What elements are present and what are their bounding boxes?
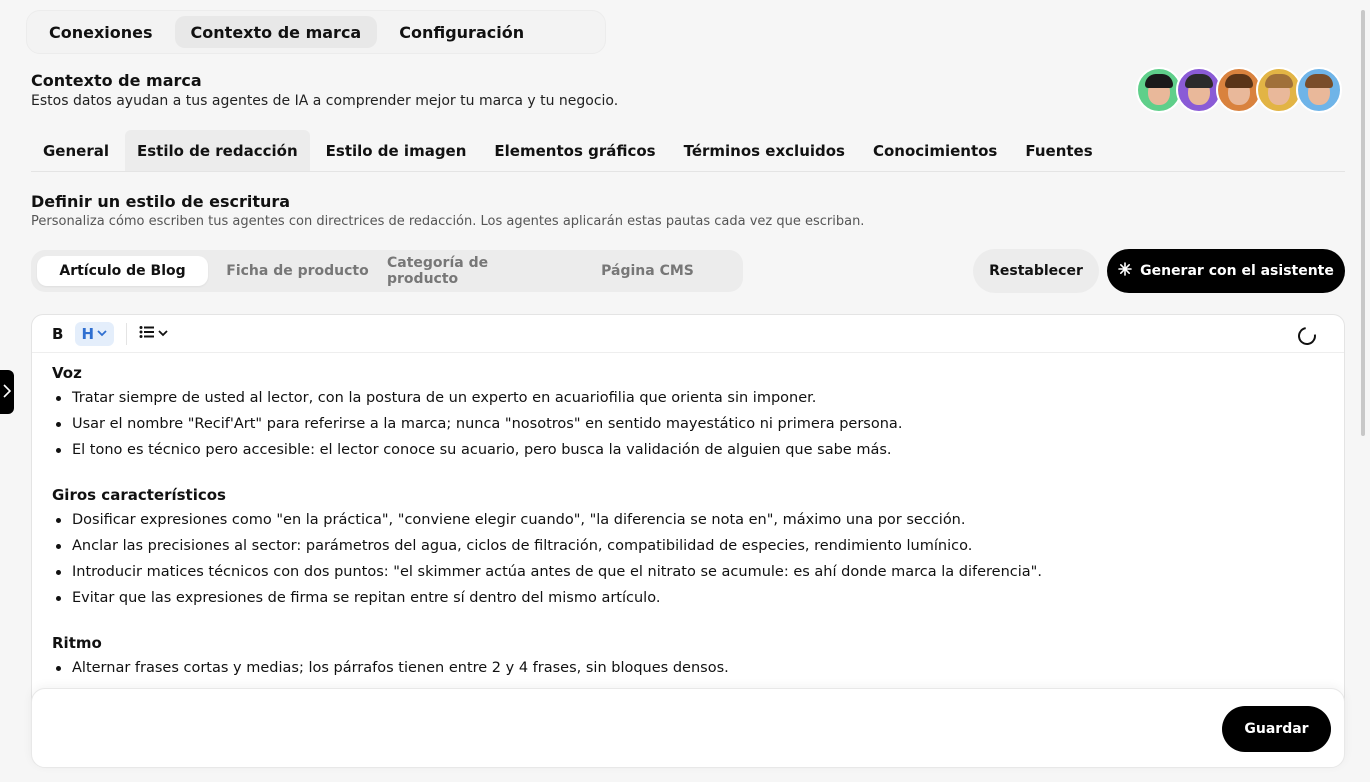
avatar-face-icon: [1228, 79, 1250, 105]
list-item: El tono es técnico pero accesible: el lector conoce su acuario, pero busca la validación de alguien que sabe más.: [52, 437, 1324, 463]
list-item: Usar el nombre "Recif'Art" para referirse a la marca; nunca "nosotros" en sentido mayestático ni primera persona.: [52, 411, 1324, 437]
list-item: Alternar frases cortas y medias; los párrafos tienen entre 2 y 4 frases, sin bloques densos.: [52, 655, 1324, 681]
top-navigation: [26, 10, 606, 54]
section-title: Definir un estilo de escritura: [31, 192, 291, 211]
page-subtitle: Estos datos ayudan a tus agentes de IA a comprender mejor tu marca y tu negocio.: [31, 93, 619, 109]
list-ritmo: [52, 655, 1324, 681]
subtab-estilo-de-imagen[interactable]: Estilo de imagen: [325, 141, 467, 160]
toolbar-divider: [126, 323, 127, 345]
list-voz: [52, 385, 1324, 463]
subtab-elementos-graficos[interactable]: Elementos gráficos: [494, 141, 656, 160]
generate-label: Generar con el asistente: [1140, 263, 1334, 279]
heading-label: H: [81, 324, 94, 343]
avatar-face-icon: [1148, 79, 1170, 105]
brand-context-tabs: [31, 130, 1345, 172]
section-heading-voz: Voz: [52, 364, 82, 382]
save-button[interactable]: Guardar: [1222, 706, 1331, 752]
tab-configuracion[interactable]: Configuración: [399, 22, 525, 42]
sparkle-icon: [1118, 262, 1132, 280]
section-subtitle: Personaliza cómo escriben tus agentes con directrices de redacción. Los agentes aplicarán estas pautas cada vez que escriban.: [31, 214, 865, 229]
editor-toolbar: [32, 315, 1344, 353]
segment-categoria-de-producto[interactable]: Categoría de producto: [387, 255, 489, 287]
list-dropdown[interactable]: [133, 322, 175, 346]
subtab-estilo-de-redaccion[interactable]: Estilo de redacción: [125, 130, 310, 171]
generate-with-assistant-button[interactable]: [1107, 249, 1345, 293]
loading-spinner-icon: [1294, 323, 1319, 348]
heading-dropdown[interactable]: [75, 322, 114, 346]
subtab-general[interactable]: General: [43, 141, 109, 160]
list-item: Anclar las precisiones al sector: parámetros del agua, ciclos de filtración, compatibilidad de especies, rendimiento lumínico.: [52, 533, 1324, 559]
list-item: Tratar siempre de usted al lector, con la postura de un experto en acuariofilia que orienta sin imponer.: [52, 385, 1324, 411]
list-item: Introducir matices técnicos con dos puntos: "el skimmer actúa antes de que el nitrato se acumule: es ahí donde marca la diferencia".: [52, 559, 1324, 585]
list-giros: [52, 507, 1324, 611]
segment-articulo-de-blog[interactable]: Artículo de Blog: [37, 256, 208, 286]
chevron-down-icon: [96, 325, 108, 343]
page-scrollbar[interactable]: [1361, 10, 1365, 436]
writing-style-editor[interactable]: [31, 314, 1345, 702]
segment-ficha-de-producto[interactable]: Ficha de producto: [226, 263, 369, 279]
avatar-face-icon: [1308, 79, 1330, 105]
agent-avatars: [1136, 67, 1342, 113]
content-type-selector: [31, 250, 743, 292]
section-heading-giros: Giros característicos: [52, 486, 226, 504]
reset-button[interactable]: Restablecer: [973, 249, 1099, 293]
editor-content[interactable]: [32, 353, 1344, 681]
avatar-5: [1296, 67, 1342, 113]
list-icon: [139, 325, 155, 343]
list-item: Dosificar expresiones como "en la práctica", "conviene elegir cuando", "la diferencia se nota en", máximo una por sección.: [52, 507, 1324, 533]
subtab-terminos-excluidos[interactable]: Términos excluidos: [683, 141, 845, 160]
segment-pagina-cms[interactable]: Página CMS: [601, 263, 694, 279]
page-title: Contexto de marca: [31, 71, 202, 90]
subtab-conocimientos[interactable]: Conocimientos: [872, 141, 998, 160]
subtab-fuentes[interactable]: Fuentes: [1025, 141, 1093, 160]
sidebar-expand-handle[interactable]: [0, 370, 14, 414]
bold-button[interactable]: B: [52, 324, 64, 343]
tab-conexiones[interactable]: Conexiones: [49, 22, 153, 42]
chevron-right-icon: [3, 384, 11, 401]
tab-contexto-de-marca[interactable]: Contexto de marca: [175, 16, 378, 48]
list-item: Evitar que las expresiones de firma se repitan entre sí dentro del mismo artículo.: [52, 585, 1324, 611]
avatar-face-icon: [1268, 79, 1290, 105]
avatar-face-icon: [1188, 79, 1210, 105]
footer-bar: [31, 688, 1345, 768]
section-heading-ritmo: Ritmo: [52, 634, 102, 652]
chevron-down-icon: [157, 325, 169, 343]
